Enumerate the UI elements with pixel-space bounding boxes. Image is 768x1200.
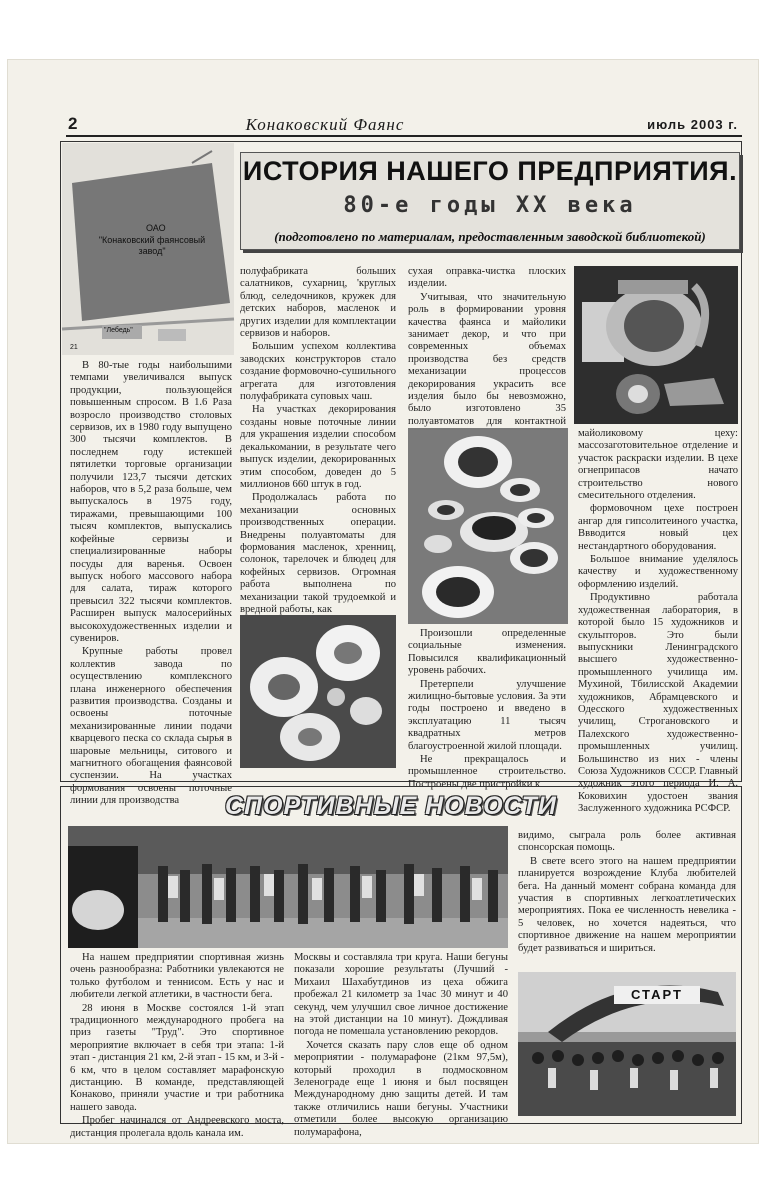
sports-paragraph: Пробег начинался от Андреевского моста, дистанция пролегала вдоль канала им. (70, 1115, 284, 1139)
paper-name: Конаковский Фаянс (245, 115, 405, 134)
history-subtitle: 80-е годы XX века (343, 193, 637, 218)
history-column-4 (578, 428, 738, 815)
history-paragraph: На участках декорирования созданы новые поточные линии для украшения изделии способом декалькомании, в результате чего выпуск изделии, декорированных этим способом, доведен до 5 миллионов 660 штук в год. (240, 404, 396, 490)
history-paragraph: сухая оправка-чистка плоских изделии. (408, 266, 566, 290)
sports-column-3 (518, 830, 736, 970)
history-column-3-bottom (408, 628, 566, 790)
issue-date: июль 2003 г. (647, 117, 738, 132)
sports-paragraph: Хочется сказать пару слов еще об одном мероприятии - полумарафоне (21км 97,5м), который проходил в подмосковном Зеленограде еще 1 июня и был посвящен Международному дню защиты детей. И там также отличились наши бегуны. Участники отметили более высокую организацию полумарафона, (294, 1039, 508, 1138)
history-title: ИСТОРИЯ НАШЕГО ПРЕДПРИЯТИЯ. (242, 156, 738, 186)
sports-column-1 (70, 952, 284, 1139)
marathon-runners-photo (68, 826, 508, 948)
history-paragraph: Продуктивно работала художественная лаборатория, в которой было 15 художников и скульпторов. Это были выпускники Ленинградского высшего художественно-промышленного училища им. Мухиной, Тбилисской Академии художников, Абрамцевского и Одесского художественных училищ, Строгановского и Палехского художественно-промышленных училищ. Большинство из них - члены Союза Художников СССР. Главный художник этого периода И. А. Коковихин удостоен звания Заслуженного художника РСФСР. (578, 592, 738, 815)
history-paragraph: Учитывая, что значительную роль в формировании уровня качества фаянса и майолики занимает декор, и что при современных объемах производства без средств механизации процессов декорирования украсить все изделия было бы невозможно, было изготовлено 35 полуавтоматов для контактной (408, 291, 566, 427)
sports-paragraph: В свете всего этого на нашем предприятии планируется возрождение Клуба любителей бега. На данный момент собрана команда для участия в спортивных легкоатлетических мероприятиях. Пока ее численность невелика - 5 человек, но хочется надеяться, что спортивное движение на нашем мероприятии будет развиваться и шириться. (518, 855, 736, 954)
map-label-number: 21 (70, 344, 78, 351)
history-paragraph: Крупные работы провел коллектив завода по осуществлению комплексного плана инженерного обеспечения развития производства. Созданы и освоены поточные механизированные линии подачи кварцевого песка со склада сырья в шаровые мельницы, ситового и магнитного обогащения фаянсовой суспензии. На участках формования освоены поточные линии для производства (70, 646, 232, 807)
map-label-lebed: "Лебедь" (104, 327, 133, 334)
sports-paragraph: видимо, сыграла роль более активная спонсорская помощь. (518, 830, 736, 854)
factory-map (62, 143, 234, 355)
history-source-note: (подготовлено по материалам, предоставленным заводской библиотекой) (274, 229, 706, 244)
history-paragraph: Большое внимание уделялось качеству и художественному оформлению изделий. (578, 554, 738, 590)
history-paragraph: Продолжалась работа по механизации основных производственных операции. Внедрены полуавтоматы для формования масленок, хренниц, солонок, тарелочек и блюдец для кофейных сервизов. Огромная работа выполнена по механизации такой трудоемкой и вредной работы, как (240, 492, 396, 615)
history-paragraph: Произошли определенные социальные изменения. Повысился квалификационный уровень рабочих. (408, 628, 566, 677)
page-number: 2 (68, 114, 78, 133)
history-column-2 (240, 266, 396, 613)
race-start-photo (518, 972, 736, 1116)
header-rule (66, 135, 742, 137)
majolica-jug-photo (574, 266, 738, 424)
history-paragraph: Не прекращалось и промышленное строительство. Построены две пристройки к (408, 754, 566, 790)
sports-column-2 (294, 952, 508, 1138)
history-paragraph: формовочном цехе построен ангар для гипсолитеиного участка, Ввводится новый цех нестандартного оборудования. (578, 503, 738, 552)
tableware-photo (240, 615, 396, 768)
history-paragraph: полуфабриката больших салатников, сухарниц, 'круглых блюд, селедочников, кружек для детских наборов, масленок и других изделии для комплектации сервизов и наборов. (240, 266, 396, 340)
sports-paragraph: На нашем предприятии спортивная жизнь очень разнообразна: Работники увлекаются не только футболом и теннисом. Есть у нас и любители легкой атлетики, в частности бега. (70, 952, 284, 1001)
sports-title: СПОРТИВНЫЕ НОВОСТИ (225, 792, 557, 820)
map-label-company: ОАО (146, 223, 166, 233)
start-banner-text: СТАРТ (630, 987, 683, 1002)
sports-paragraph: Москвы и составляла три круга. Наши бегуны показали хорошие результаты (Лучший - Михаил Шахабутдинов из цеха обжига пробежал 21 километр за 1час 30 минут и 40 секунд, чем улучшил свое личное достижение на этой дистанции на 10 минут). Дождливая погода не помешала установлению рекордов. (294, 952, 508, 1038)
history-column-1 (70, 360, 232, 807)
sports-paragraph: 28 июня в Москве состоялся 1-й этап традиционного международного пробега на приз газеты "Труд". Это спортивное мероприятие включает в себя три этапа: 1-й этап - дистанция 21 км, 2-й этап - 15 км, и 3-й - 6 км, что в целом составляет марафонскую дистанцию. В команде, представляющей Конаково, приняли участие и три работника нашего завода. (70, 1002, 284, 1113)
history-paragraph: майоликовому цеху: массозаготовительное отделение и участок раскраски изделии. В цехе огнеприпасов начато строительство нового смесительного отделения. (578, 428, 738, 502)
history-column-3-top (408, 266, 566, 426)
history-paragraph: Претерпели улучшение жилищно-бытовые условия. За эти годы построено и введено в эксплуатацию 11 тысяч квадратных метров благоустроенной жилой площади. (408, 678, 566, 752)
history-paragraph: Большим успехом коллектива заводских конструкторов стало создание формовочно-сушильного агрегата для изготовления полуфабриката суповых чаш. (240, 341, 396, 403)
history-paragraph: В 80-тые годы наибольшими темпами увеличивался выпуск продукции, пользующейся повышенным спросом. В 1.6 Раза возросло производство столовых сервизов, их в 1980 году выпущено 300 тысячи комплектов. В последнем году истекшей пятилетки торговые организации получили 123,7 тысячи детских наборов, что в 5,2 раза больше, чем выпускалось в 1975 году, тиражами, превышающими 100 тысяч комплектов, выпускались кофейные сервизы и специализированные наборы посуды для варенья. Освоен выпуск нобого массового набора для салата, тираж которого превысил 322 тысячи комплектов. Расширен выпуск малосерийных высокохудожественных изделии и сувениров. (70, 360, 232, 644)
map-label-factory: "Конаковский фаянсовый завод" (98, 235, 206, 256)
dishes-set-photo (408, 428, 568, 624)
